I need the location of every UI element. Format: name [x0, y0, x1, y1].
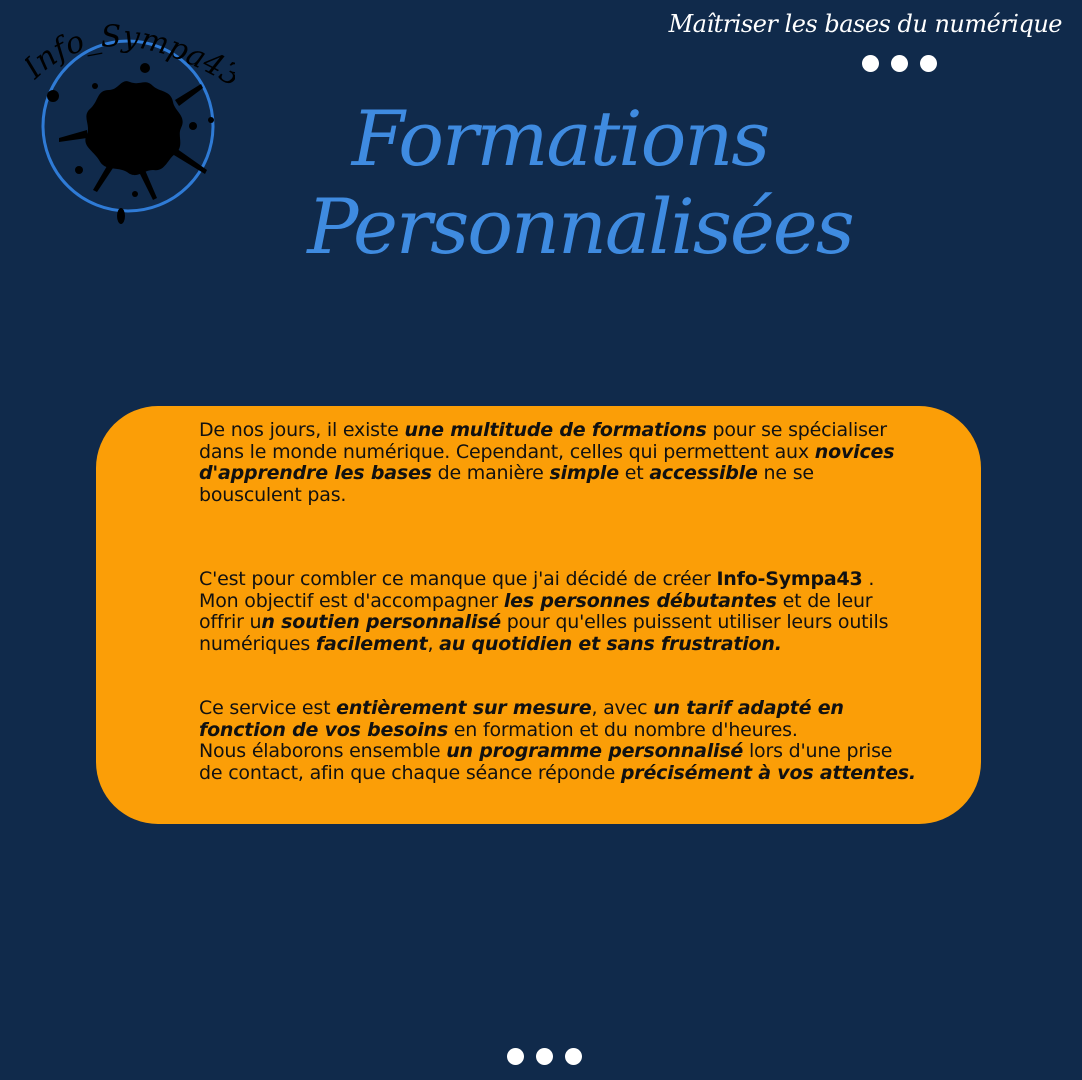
emphasis: précisément à vos attentes. — [620, 761, 916, 784]
text: ne se bousculent pas. — [199, 462, 814, 506]
text: et de leur offrir u — [199, 589, 873, 633]
dot-icon — [565, 1048, 582, 1065]
dot-icon — [862, 55, 879, 72]
paragraph-intro — [199, 420, 919, 506]
emphasis: n soutien personnalisé — [261, 611, 501, 633]
text: Ce service est — [199, 697, 337, 719]
tagline: Maîtriser les bases du numérique — [668, 10, 1062, 38]
text: Nous élaborons ensemble — [199, 740, 447, 762]
emphasis: accessible — [649, 462, 758, 484]
emphasis: les personnes débutantes — [503, 589, 777, 612]
text: lors d'une prise de contact, afin que chaque séance réponde — [199, 740, 893, 784]
text: pour se spécialiser dans le monde numérique. Cependant, celles qui permettent aux — [199, 419, 887, 463]
logo — [25, 20, 235, 230]
paragraph-service — [199, 698, 919, 784]
emphasis: simple — [549, 462, 619, 484]
dot-icon — [920, 55, 937, 72]
logo-text: nfo_Sympa4 — [27, 20, 230, 85]
text: en formation et du nombre d'heures. — [447, 718, 798, 741]
emphasis: facilement — [315, 632, 428, 655]
text: C'est pour combler ce manque que j'ai décidé de créer — [199, 568, 717, 590]
dot-icon — [536, 1048, 553, 1065]
dot-icon — [891, 55, 908, 72]
page-title — [300, 95, 860, 271]
emphasis: entièrement sur mesure — [336, 697, 592, 719]
text: et — [618, 462, 650, 484]
text: , — [427, 632, 440, 655]
emphasis: un tarif adapté en fonction de vos besoins — [199, 697, 844, 741]
brand-name: Info-Sympa43 — [716, 568, 863, 590]
card-text — [199, 420, 919, 784]
text: , avec — [591, 697, 654, 719]
emphasis: au quotidien et sans frustration. — [439, 632, 782, 655]
info-card — [96, 406, 981, 824]
title-line-2: Personnalisées — [307, 182, 853, 271]
text: de manière — [431, 462, 550, 484]
text: De nos jours, il existe — [199, 419, 405, 441]
emphasis: novices d'apprendre les bases — [199, 440, 895, 484]
title-line-1: Formations — [351, 94, 769, 183]
paragraph-mission — [199, 569, 919, 655]
ink-splash-icon — [25, 20, 235, 230]
text: pour qu'elles puissent utiliser leurs outils numériques — [199, 611, 889, 655]
decorative-dots-bottom — [507, 1048, 582, 1065]
text: . Mon objectif est d'accompagner — [199, 568, 875, 612]
emphasis: une multitude de formations — [404, 419, 707, 441]
decorative-dots-top — [862, 55, 937, 72]
dot-icon — [507, 1048, 524, 1065]
emphasis: un programme personnalisé — [446, 740, 744, 762]
